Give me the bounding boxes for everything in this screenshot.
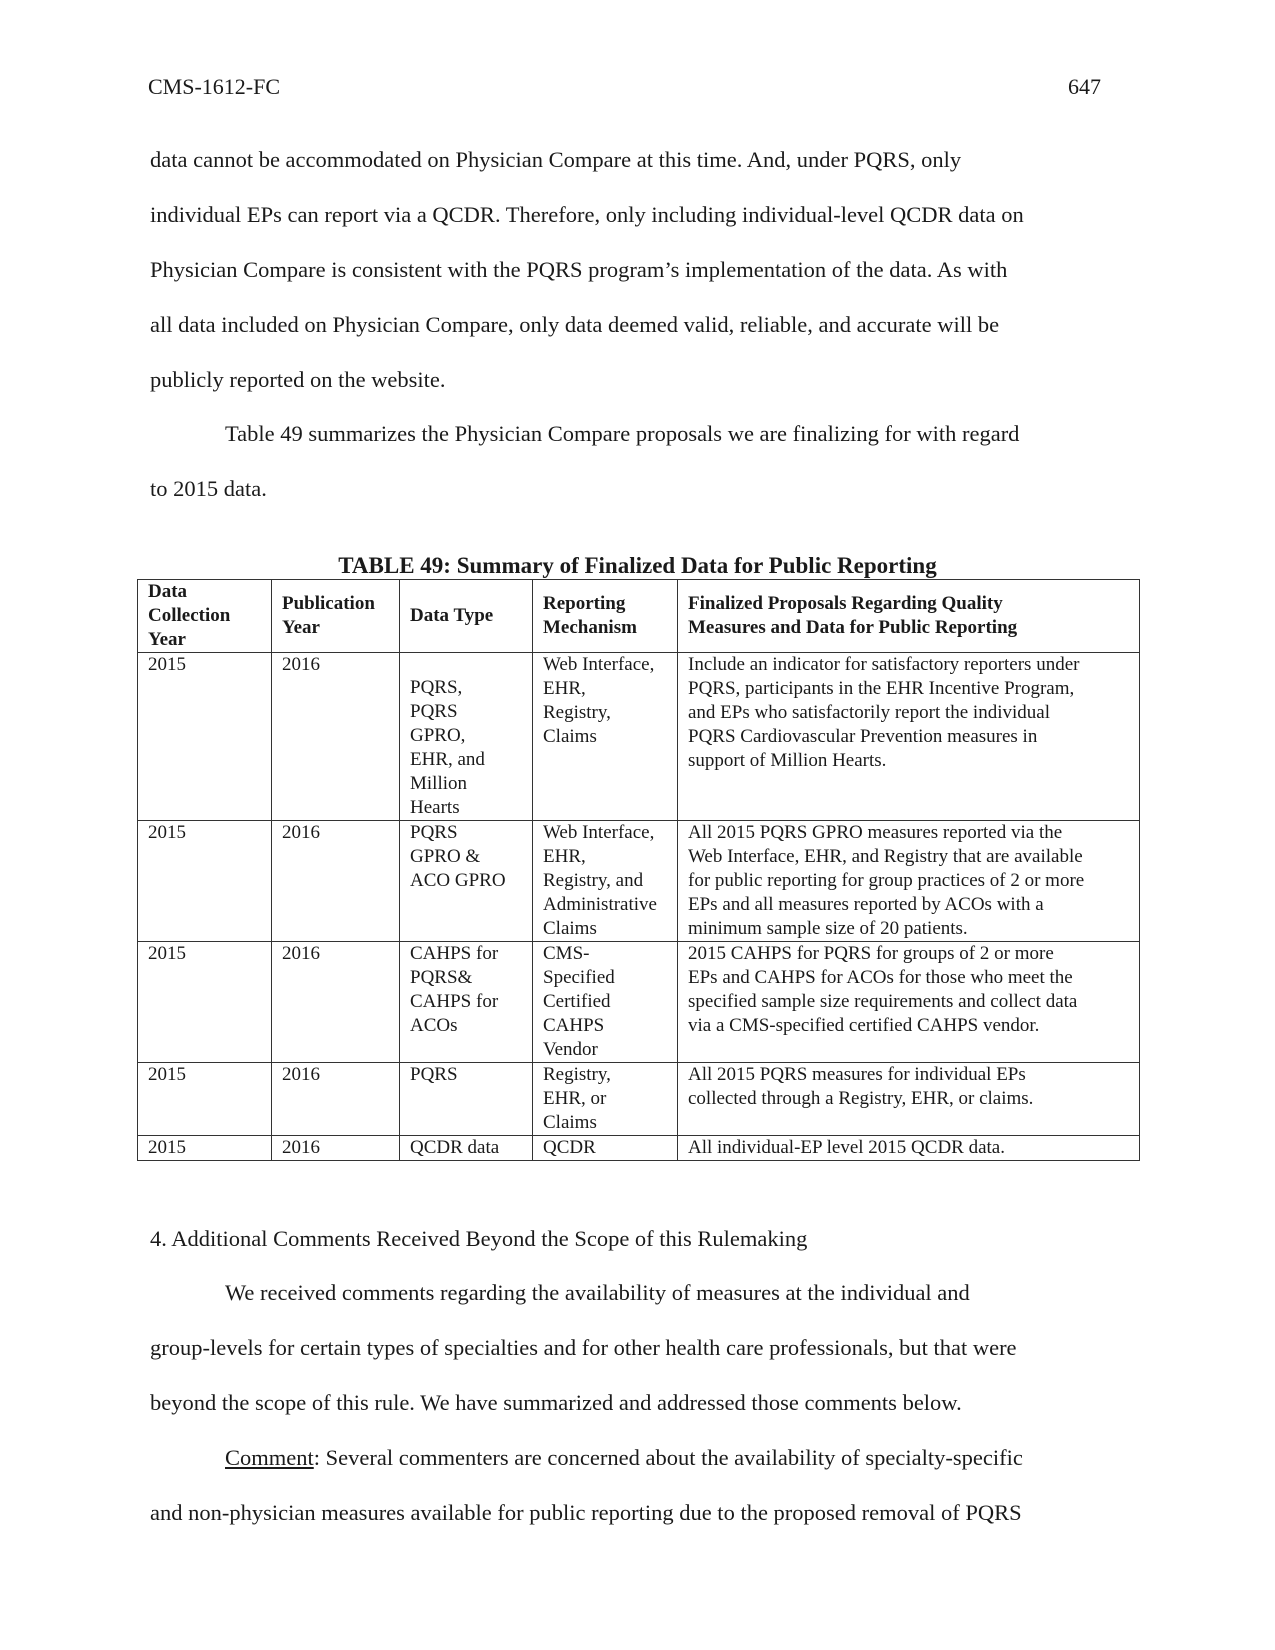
table-row [138, 653, 1140, 821]
cell-finalized-proposal: Include an indicator for satisfactory reporters under PQRS, participants in the EHR Incentive Program, and EPs who satisfactorily report the individual PQRS Cardiovascular Prevention measures in support of Million Hearts. [678, 653, 1140, 821]
cell-reporting-mechanism: QCDR [533, 1136, 678, 1161]
cell-collection-year: 2015 [138, 653, 272, 821]
header-data-collection-year: Data Collection Year [138, 580, 272, 653]
cell-reporting-mechanism: Registry, EHR, or Claims [533, 1063, 678, 1136]
body-line: Table 49 summarizes the Physician Compare proposals we are finalizing for with regard [225, 421, 1020, 446]
running-header: CMS-1612-FC [148, 74, 281, 99]
section-heading: 4. Additional Comments Received Beyond the Scope of this Rulemaking [150, 1226, 808, 1251]
body-line: all data included on Physician Compare, only data deemed valid, reliable, and accurate will be [150, 312, 1000, 337]
cell-finalized-proposal: All 2015 PQRS GPRO measures reported via the Web Interface, EHR, and Registry that are available for public reporting for group practices of 2 or more EPs and all measures reported by ACOs with a minimum sample size of 20 patients. [678, 821, 1140, 942]
cell-collection-year: 2015 [138, 1063, 272, 1136]
body-line: data cannot be accommodated on Physician Compare at this time. And, under PQRS, only [150, 147, 962, 172]
body-line: Physician Compare is consistent with the PQRS program’s implementation of the data. As with [150, 257, 1008, 282]
cell-collection-year: 2015 [138, 942, 272, 1063]
table-row [138, 821, 1140, 942]
cell-reporting-mechanism: Web Interface, EHR, Registry, and Administrative Claims [533, 821, 678, 942]
body-line: publicly reported on the website. [150, 367, 446, 392]
comment-line [225, 1445, 1023, 1471]
table-row [138, 1136, 1140, 1161]
cell-data-type: PQRS [400, 1063, 533, 1136]
summary-table [137, 579, 1140, 1161]
table-row [138, 1063, 1140, 1136]
header-data-type: Data Type [400, 580, 533, 653]
cell-data-type: PQRS GPRO & ACO GPRO [400, 821, 533, 942]
body-line: We received comments regarding the availability of measures at the individual and [225, 1280, 970, 1305]
table-row [138, 942, 1140, 1063]
cell-publication-year: 2016 [272, 942, 400, 1063]
body-line: beyond the scope of this rule. We have summarized and addressed those comments below. [150, 1390, 962, 1415]
header-finalized-proposals: Finalized Proposals Regarding Quality Measures and Data for Public Reporting [678, 580, 1140, 653]
cell-reporting-mechanism: Web Interface, EHR, Registry, Claims [533, 653, 678, 821]
cell-collection-year: 2015 [138, 821, 272, 942]
body-line: group-levels for certain types of specialties and for other health care professionals, but that were [150, 1335, 1017, 1360]
cell-collection-year: 2015 [138, 1136, 272, 1161]
cell-finalized-proposal: All individual-EP level 2015 QCDR data. [678, 1136, 1140, 1161]
cell-publication-year: 2016 [272, 1136, 400, 1161]
cell-publication-year: 2016 [272, 653, 400, 821]
body-line: individual EPs can report via a QCDR. Therefore, only including individual-level QCDR data on [150, 202, 1024, 227]
cell-data-type: QCDR data [400, 1136, 533, 1161]
cell-data-type: CAHPS for PQRS& CAHPS for ACOs [400, 942, 533, 1063]
header-publication-year: Publication Year [272, 580, 400, 653]
comment-text: : Several commenters are concerned about the availability of specialty-specific [313, 1445, 1023, 1470]
body-line: and non-physician measures available for public reporting due to the proposed removal of PQRS [150, 1500, 1022, 1525]
cell-reporting-mechanism: CMS- Specified Certified CAHPS Vendor [533, 942, 678, 1063]
table-header-row [138, 580, 1140, 653]
table-caption: TABLE 49: Summary of Finalized Data for Public Reporting [338, 553, 937, 578]
cell-finalized-proposal: 2015 CAHPS for PQRS for groups of 2 or more EPs and CAHPS for ACOs for those who meet the specified sample size requirements and collect data via a CMS-specified certified CAHPS vendor. [678, 942, 1140, 1063]
page-number: 647 [1068, 74, 1101, 99]
cell-publication-year: 2016 [272, 821, 400, 942]
comment-label: Comment [225, 1445, 314, 1470]
header-reporting-mechanism: Reporting Mechanism [533, 580, 678, 653]
body-line: to 2015 data. [150, 476, 267, 501]
cell-finalized-proposal: All 2015 PQRS measures for individual EPs collected through a Registry, EHR, or claims. [678, 1063, 1140, 1136]
cell-data-type: PQRS, PQRS GPRO, EHR, and Million Hearts [400, 653, 533, 821]
cell-publication-year: 2016 [272, 1063, 400, 1136]
